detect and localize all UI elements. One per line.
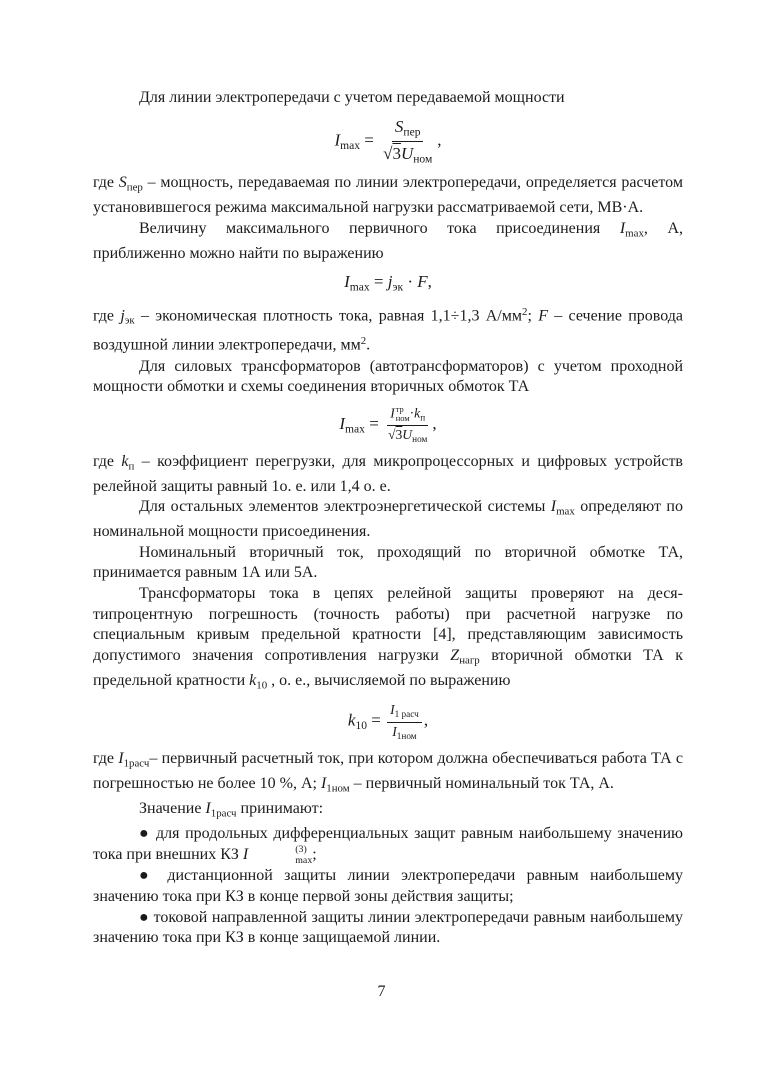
paragraph-kp-definition: где $k_п$ – коэффициент перегрузки, для микропроцессорных и цифровых устройств релейной защиты равный 1о. е. или 1,4 о. е. [93, 452, 683, 495]
bullet-distance-protection: ● дистанционной защиты линии электропередачи равным наибольшему значению тока при КЗ в конце первой зоны действия защиты; [93, 867, 683, 906]
paragraph-power-line-intro: Для линии электропередачи с учетом передаваемой мощности [139, 89, 565, 106]
paragraph-i1rasch-values-intro: Значение $I_{1расч}$ принимают: [139, 799, 324, 820]
paragraph-ta-ten-percent-check: Трансформаторы тока в цепях релейной защиты проверяют на десятипроцентную погрешность (точность работы) при расчетной нагрузке по специальным кривым предельной кратности [4], представляющим зависимость допустимого значения сопротивления нагрузки $Z_{нагр}$ вторичной обмотки ТА к предельной кратности $k_{10}$ , о. е., вычисляемой по выражению [93, 584, 683, 691]
formula-imax-power-line: $I_{max}$ = $\frac{S_{пер}}{√3U_{ном}}$ , [334, 116, 442, 165]
paragraph-i1rasch-definition: где $I_{1расч}-$ первичный расчетный ток, при котором должна обеспечиваться работа ТА с погрешностью не более 10 %, А; $I_{1ном}$ – первичный номинальный ток ТА, А. [93, 750, 683, 795]
paragraph-nominal-secondary-current: Номинальный вторичный ток, проходящий по вторичной обмотке ТА, принимается равным 1А или 5А. [93, 543, 683, 582]
page-footer [0, 982, 763, 1003]
formula-k10: $k_{10}$ = $\frac{I_{1 расч}}{I_{1ном}}$ , [347, 702, 429, 741]
paragraph-power-transformers: Для силовых трансформаторов (автотрансформаторов) с учетом проходной мощности обмотки и схемы соединения вторичных обмоток ТА [93, 357, 683, 396]
paragraph-jek-definition: где $j_{эк}$ – экономическая плотность тока, равная 1,1÷1,3 $А/мм^2$; F – сечение провода воздушной линии электропередачи, $мм^2$. [93, 306, 684, 354]
page-number: 7 [377, 983, 386, 1000]
paragraph-max-primary-current: Величину максимального первичного тока присоединения $I_{max}$, А, приближенно можно найти по выражению [93, 219, 683, 262]
formula-imax-jek-f: $I_{max} = j_{эк} \cdot F$, [344, 272, 432, 294]
bullet-directional-current-protection: ● токовой направленной защиты линии электропередачи равным наибольшему значению тока при КЗ в конце защищаемой линии. [93, 908, 683, 947]
bullet-differential-protection: ● для продольных дифференциальных защит равным наибольшему значению тока при внешних КЗ I (3) max ; [93, 824, 683, 867]
paragraph-other-elements: Для остальных элементов электроэнергетической системы $I_{max}$ определяют по номинальной мощности присоединения. [93, 498, 683, 541]
paragraph-sper-definition: где $S_{пер}$ – мощность, передаваемая по линии электропередачи, определяется расчетом установившегося режима максимальной нагрузки рассматриваемой сети, МВ·А. [93, 174, 684, 217]
formula-imax-transformer: $I_{max}$ = I тр ном $\cdot k_п$ $√3U_{ном}$ , [339, 403, 437, 444]
